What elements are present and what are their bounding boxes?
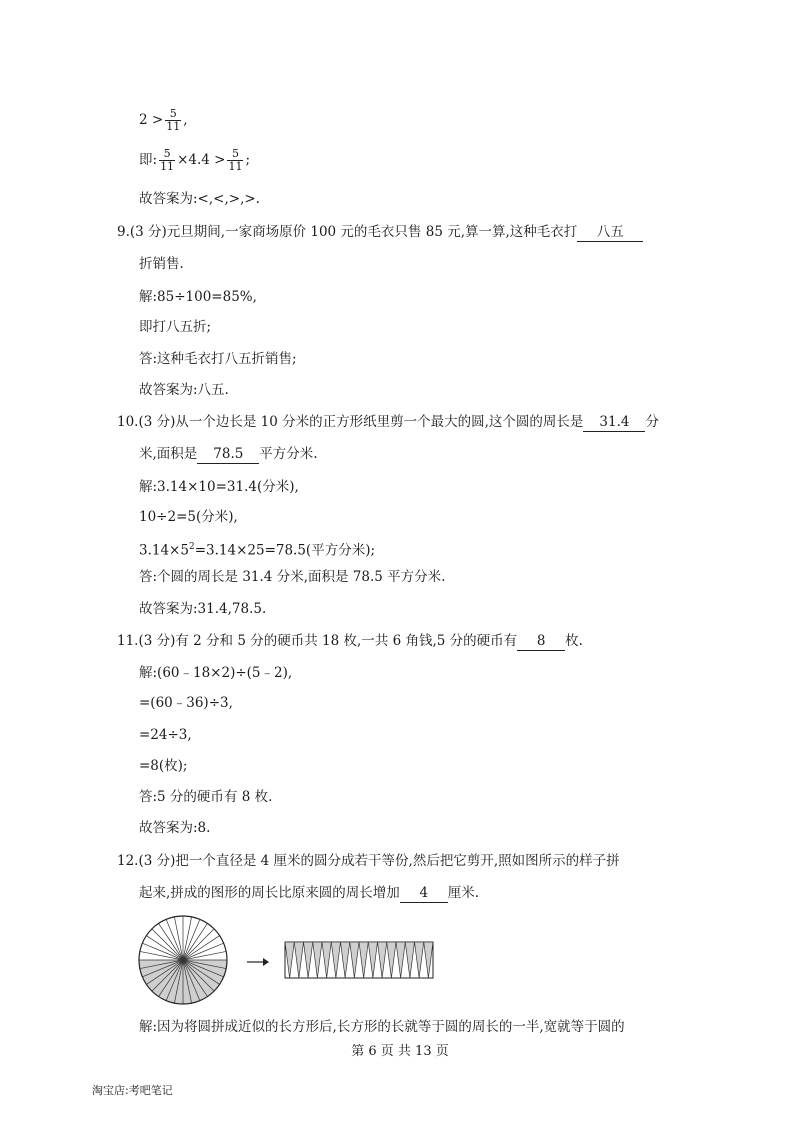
shop-label: 淘宝店:考吧笔记 bbox=[92, 1084, 173, 1097]
answer-blank: 八五 bbox=[577, 223, 643, 242]
answer-blank: 31.4 bbox=[583, 413, 645, 432]
fraction: $\frac{5}{11}$ bbox=[160, 147, 175, 173]
q9-sol3: 答:这种毛衣打八五折销售; bbox=[139, 351, 297, 367]
q11-sol3: =24÷3, bbox=[139, 727, 192, 743]
q11-sol5: 答:5 分的硬币有 8 枚. bbox=[139, 789, 273, 805]
rearranged-rectangle bbox=[285, 942, 433, 978]
page-footer: 第 6 页 共 13 页 bbox=[351, 1044, 449, 1059]
answer-blank: 78.5 bbox=[197, 445, 259, 464]
q9-sol2: 即打八五折; bbox=[139, 319, 212, 335]
divided-circle bbox=[139, 916, 227, 1004]
q10-answer: 故答案为:31.4,78.5. bbox=[139, 601, 267, 617]
q8-line2: 即: $\frac{5}{11}$ ×4.4 > $\frac{5}{11}$ ; bbox=[139, 147, 251, 173]
q9-answer: 故答案为:八五. bbox=[139, 382, 229, 398]
q12-sol1: 解:因为将圆拼成近似的长方形后,长方形的长就等于圆的周长的一半,宽就等于圆的 bbox=[139, 1019, 625, 1035]
q11-answer: 故答案为:8. bbox=[139, 820, 211, 836]
q12-stem: 12.(3 分)把一个直径是 4 厘米的圆分成若干等份,然后把它剪开,照如图所示的样子拼 bbox=[117, 853, 620, 869]
q10-sol1: 解:3.14×10=31.4(分米), bbox=[139, 479, 299, 495]
answer-blank: 8 bbox=[517, 632, 565, 651]
q10-sol2: 10÷2=5(分米), bbox=[139, 509, 238, 525]
q9-sol1: 解:85÷100=85%, bbox=[139, 289, 257, 305]
q9-stem-cont: 折销售. bbox=[139, 256, 184, 272]
q8-line1: 2 > $\frac{5}{11}$ , bbox=[139, 107, 188, 133]
q10-sol4: 答:个圆的周长是 31.4 分米,面积是 78.5 平方分米. bbox=[139, 569, 446, 585]
q10-stem: 10.(3 分)从一个边长是 10 分米的正方形纸里剪一个最大的圆,这个圆的周长是 31.4 分 bbox=[117, 414, 659, 430]
fraction: $\frac{5}{11}$ bbox=[228, 147, 243, 173]
arrow-icon bbox=[247, 958, 269, 966]
q11-sol2: =(60﹣36)÷3, bbox=[139, 695, 233, 711]
q8-answer: 故答案为:<,<,>,>. bbox=[139, 191, 260, 207]
q11-sol4: =8(枚); bbox=[139, 758, 188, 774]
q10-sol3: $3.14\times 5^2=3.14\times 25=78.5$(平方分米); bbox=[139, 542, 376, 559]
circle-to-rectangle-figure bbox=[135, 912, 445, 1012]
q10-stem-cont: 米,面积是 78.5 平方分米. bbox=[139, 446, 318, 462]
fraction: $\frac{5}{11}$ bbox=[166, 107, 181, 133]
q11-sol1: 解:(60﹣18×2)÷(5﹣2), bbox=[139, 665, 293, 681]
q12-stem-cont: 起来,拼成的图形的周长比原来圆的周长增加 4 厘米. bbox=[139, 885, 480, 901]
answer-blank: 4 bbox=[400, 884, 448, 903]
q9-stem: 9.(3 分)元旦期间,一家商场原价 100 元的毛衣只售 85 元,算一算,这种毛衣打 八五 bbox=[117, 223, 643, 242]
q11-stem: 11.(3 分)有 2 分和 5 分的硬币共 18 枚,一共 6 角钱,5 分的硬币有 8 枚. bbox=[117, 633, 583, 649]
